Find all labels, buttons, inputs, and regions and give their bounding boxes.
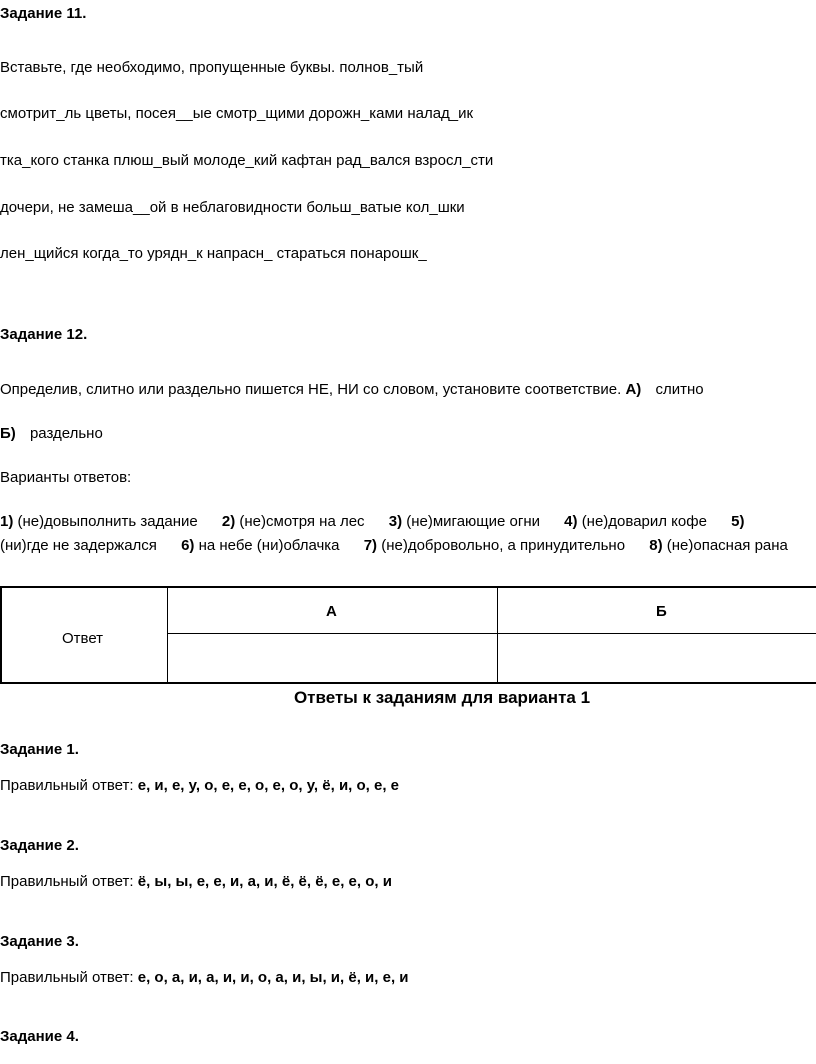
answer-prefix: Правильный ответ: [0,777,134,794]
task11-title: Задание 11. [0,5,87,22]
task11-line-5: лен_щийся когда_то урядн_к напрасн_ стараться понарошк_ [0,245,427,262]
answer-prefix: Правильный ответ: [0,873,134,890]
task12-title: Задание 12. [0,326,88,343]
variants-line-1 [0,512,744,532]
variant-num: 4) [564,513,578,530]
variant-num: 3) [388,513,403,530]
variants-line-2 [0,536,788,556]
answer-task-title: Задание 3. [0,933,79,950]
answer-cell-a[interactable] [168,634,497,682]
variant-text: (не)смотря на лес [239,513,365,530]
answer-task-title: Задание 4. [0,1028,79,1045]
variant-num: 5) [731,513,745,530]
task11-line-4: дочери, не замеша__ой в неблаговидности больш_ватые кол_шки [0,199,465,216]
variant-text: на небе (ни)облачка [198,537,340,554]
variant-num: 8) [649,537,663,554]
answer-line [0,776,399,796]
table-col-b-header: Б [656,603,667,620]
answer-line [0,968,409,988]
variant-num: 6) [181,537,195,554]
task11-line-3: тка_кого станка плюш_вый молоде_кий кафтан рад_вался взросл_сти [0,152,494,169]
table-col-a-header: А [326,603,337,620]
variant-num: 2) [221,513,236,530]
variants-label: Варианты ответов: [0,469,132,486]
variant-text: (не)доварил кофе [581,513,707,530]
option-a-key: А) [625,381,642,398]
answer-table [0,586,816,684]
answer-task-title: Задание 2. [0,837,79,854]
answer-value: е, и, е, у, о, е, е, о, е, о, у, ё, и, о, е, е [137,777,400,794]
task12-instruction: Определив, слитно или раздельно пишется НЕ, НИ со словом, установите соответствие. [0,381,622,398]
variant-text: (не)опасная рана [666,537,788,554]
variant-text: (не)довыполнить задание [17,513,198,530]
table-row-label: Ответ [62,630,104,647]
answer-line [0,872,392,892]
answer-task-title: Задание 1. [0,741,79,758]
answer-value: ё, ы, ы, е, е, и, а, и, ё, ё, ё, е, е, о, и [137,873,392,890]
task12-option-b [0,424,103,444]
variant-text: (ни)где не задержался [0,537,157,554]
answer-value: е, о, а, и, а, и, и, о, а, и, ы, и, ё, и, е, и [137,969,409,986]
variant-text: (не)мигающие огни [406,513,540,530]
task11-line-2: смотрит_ль цветы, посея__ые смотр_щими дорожн_ками налад_ик [0,105,474,122]
task11-line-1: Вставьте, где необходимо, пропущенные буквы. полнов_тый [0,59,424,76]
answer-prefix: Правильный ответ: [0,969,134,986]
task12-instruction-line [0,380,704,400]
option-a-text: слитно [655,381,704,398]
variant-num: 7) [363,537,378,554]
option-b-key: Б) [0,425,16,442]
variant-num: 1) [0,513,14,530]
variant-text: (не)добровольно, а принудительно [381,537,626,554]
answer-cell-b[interactable] [498,634,816,682]
option-b-text: раздельно [29,425,103,442]
answers-title: Ответы к заданиям для варианта 1 [293,688,591,707]
